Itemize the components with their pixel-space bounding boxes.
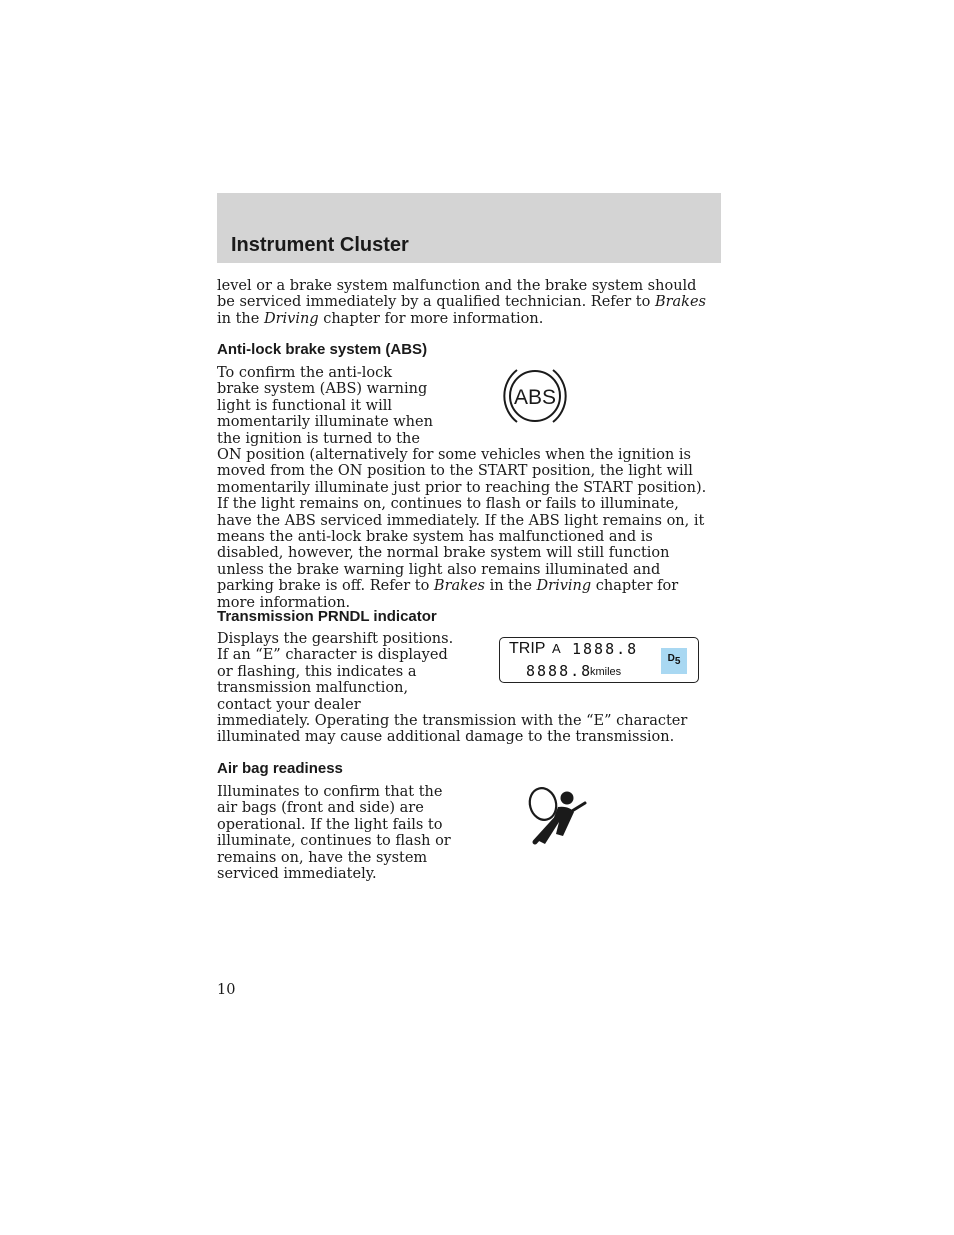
abs-warning-icon	[437, 365, 717, 431]
header-band	[217, 193, 721, 263]
gear-letter: D	[667, 653, 675, 664]
intro-brakes-ref: Brakes	[654, 294, 706, 311]
page-number: 10	[217, 982, 236, 998]
abs-icon-label: ABS	[513, 386, 557, 409]
airbag-heading: Air bag readiness	[217, 760, 343, 777]
abs-text-2: in the	[484, 578, 537, 595]
airbag-paragraph: Illuminates to confirm that the air bags (front and side) are operational. If the light fails to illuminate, continues to flash or remains on, have the system serviced immediately.	[217, 784, 451, 883]
page-title: Instrument Cluster	[231, 234, 409, 256]
abs-heading: Anti-lock brake system (ABS)	[217, 341, 428, 358]
intro-driving-ref: Driving	[263, 310, 319, 327]
intro-paragraph	[217, 278, 717, 327]
intro-text-3: chapter for more information.	[318, 310, 544, 327]
gear-indicator	[661, 648, 687, 674]
prndl-display	[499, 637, 699, 683]
trip-label: TRIP	[509, 640, 546, 657]
trip-reading: 1888.8	[572, 640, 639, 658]
trip-letter: A	[552, 641, 561, 656]
odometer-unit: kmiles	[590, 666, 622, 678]
odometer-reading: 8888.8	[526, 662, 593, 680]
prndl-paragraph: Displays the gearshift positions. If an “E” character is displayed or flashing, this indicates a transmission malfunction, contact your dealer immediately. Operating the transmission with the “E” character illuminated may cause additional damage to the transmission.	[217, 631, 688, 746]
abs-section	[217, 365, 717, 611]
intro-text-2: in the	[217, 310, 264, 327]
airbag-section	[217, 784, 717, 882]
gear-number: 5	[674, 656, 681, 667]
airbag-warning-icon	[455, 784, 717, 850]
abs-text-1: To confirm the anti-lock brake system (ABS) warning light is functional it will momentarily illuminate when the ignition is turned to the ON position (alternatively for some vehicles when the ignition is moved from the ON position to the START position, the light will momentarily illuminate just prior to reaching the START position). If the light remains on, continues to flash or fails to illuminate, have the ABS serviced immediately. If the ABS light remains on, it means the anti-lock brake system has malfunctioned and is disabled, however, the normal brake system will still function unless the brake warning light also remains illuminated and parking brake is off. Refer to	[217, 365, 707, 595]
abs-text-3: chapter for more information.	[217, 578, 679, 611]
abs-driving-ref: Driving	[536, 578, 592, 595]
prndl-heading: Transmission PRNDL indicator	[217, 608, 437, 625]
intro-text-1: level or a brake system malfunction and the brake system should be serviced immediately by a qualified technician. Refer to	[217, 278, 697, 311]
airbag-icon-area	[455, 784, 717, 850]
abs-brakes-ref: Brakes	[433, 578, 485, 595]
abs-icon-area	[437, 365, 717, 431]
